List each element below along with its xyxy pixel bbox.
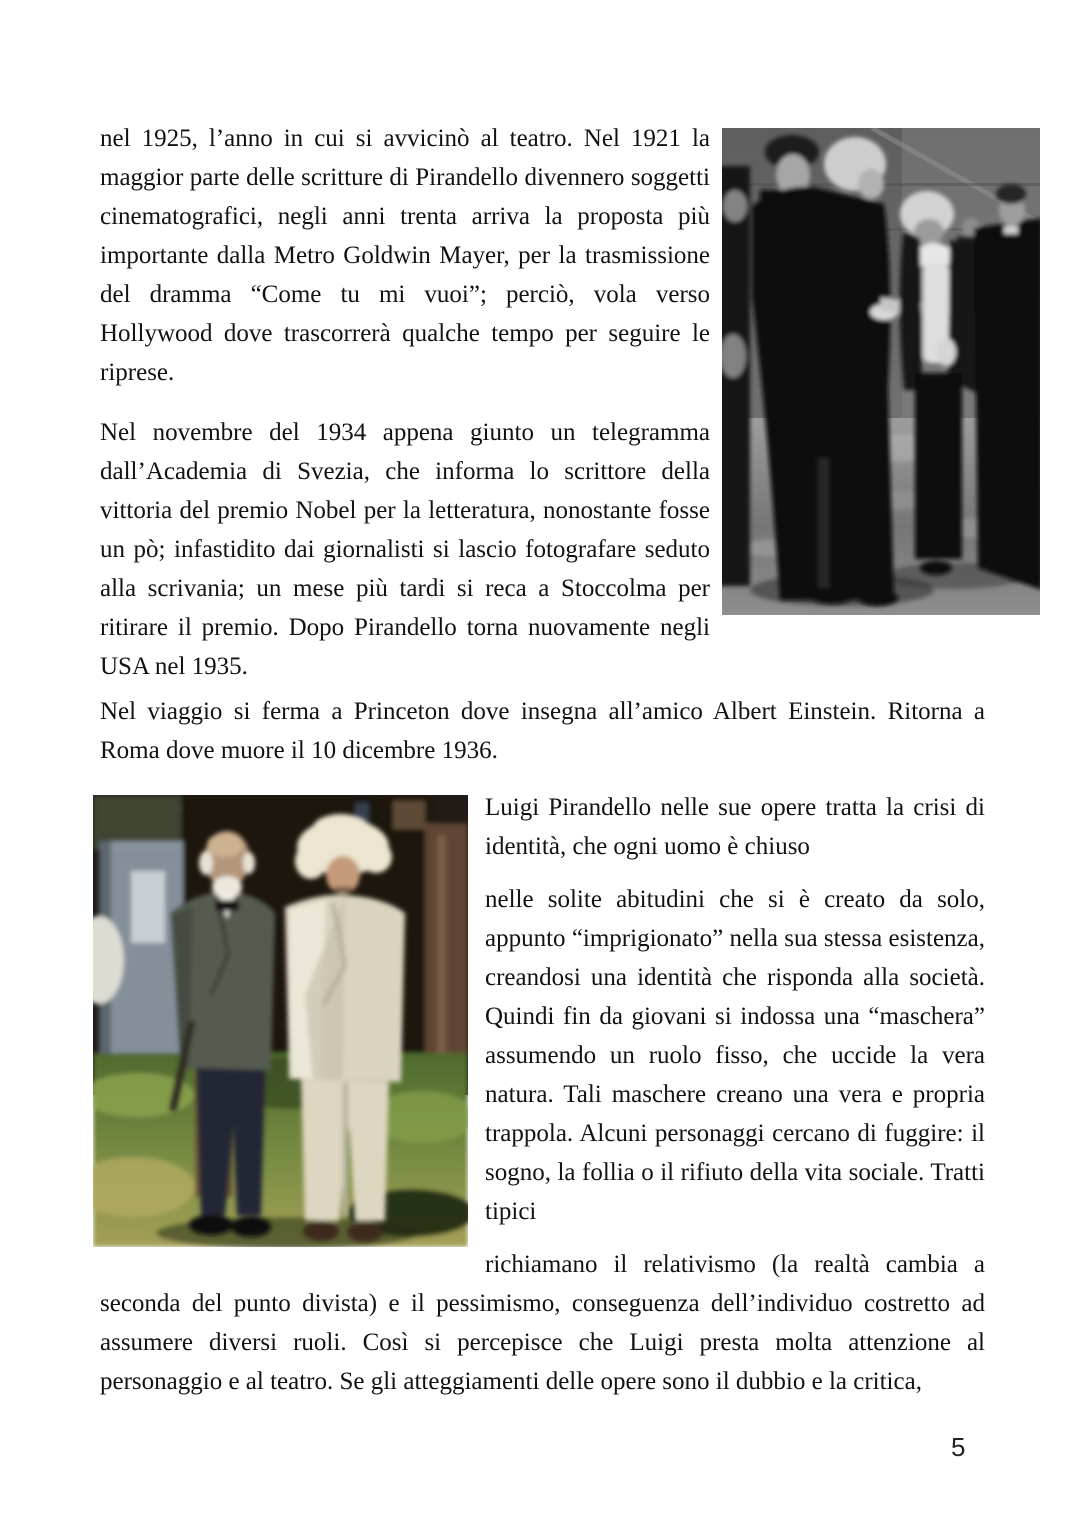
text-section-einstein: [100, 788, 985, 1401]
paragraph-princeton-rome: Nel viaggio si ferma a Princeton dove insegna all’amico Albert Einstein. Ritorna a Roma dove muore il 10 dicembre 1936.: [100, 698, 985, 764]
paragraph-opere-crisi: Luigi Pirandello nelle sue opere tratta la crisi di identità, che ogni uomo è chiuso: [485, 794, 985, 860]
pirandello-einstein-photo: [93, 795, 468, 1247]
text-full-width: [100, 692, 985, 770]
paragraph-1925-hollywood: nel 1925, l’anno in cui si avvicinò al teatro. Nel 1921 la maggior parte delle scritture di Pirandello divennero soggetti cinematografici, negli anni trenta arriva la proposta più importante dalla Metro Goldwin Mayer, per la trasmissione del dramma “Come tu mi vuoi”; perciò, vola verso Hollywood dove trascorrerà qualche tempo per seguire le riprese.: [100, 125, 710, 386]
paragraph-nobel-telegram: Nel novembre del 1934 appena giunto un telegramma dall’Academia di Svezia, che informa lo scrittore della vittoria del premio Nobel per la letteratura, nonostante fosse un pò; infastidito dai giornalisti si lascio fotografare seduto alla scrivania; un mese più tardi si reca a Stoccolma per ritirare il premio. Dopo Pirandello torna nuovamente negli USA nel 1935.: [100, 419, 710, 680]
page-number: 5: [951, 1432, 966, 1462]
nobel-ceremony-photo: [722, 128, 1040, 615]
paragraph-relativismo: richiamano il relativismo (la realtà cambia a seconda del punto divista) e il pessimismo, conseguenza dell’individuo costretto ad assumere diversi ruoli. Così si percepisce che Luigi presta molta attenzione al personaggio e al teatro. Se gli atteggiamenti delle opere sono il dubbio e la critica,: [100, 1251, 985, 1395]
text-column-top: [100, 119, 710, 686]
paragraph-maschera: nelle solite abitudini che si è creato da solo, appunto “imprigionato” nella sua stessa esistenza, creandosi una identità che risponda alla società. Quindi fin da giovani si indossa una “maschera” assumendo un ruolo fisso, che uccide la vera natura. Tali maschere creano una vera e propria trappola. Alcuni personaggi cercano di fuggire: il sogno, la follia o il rifiuto della vita sociale. Tratti tipici: [485, 886, 985, 1225]
